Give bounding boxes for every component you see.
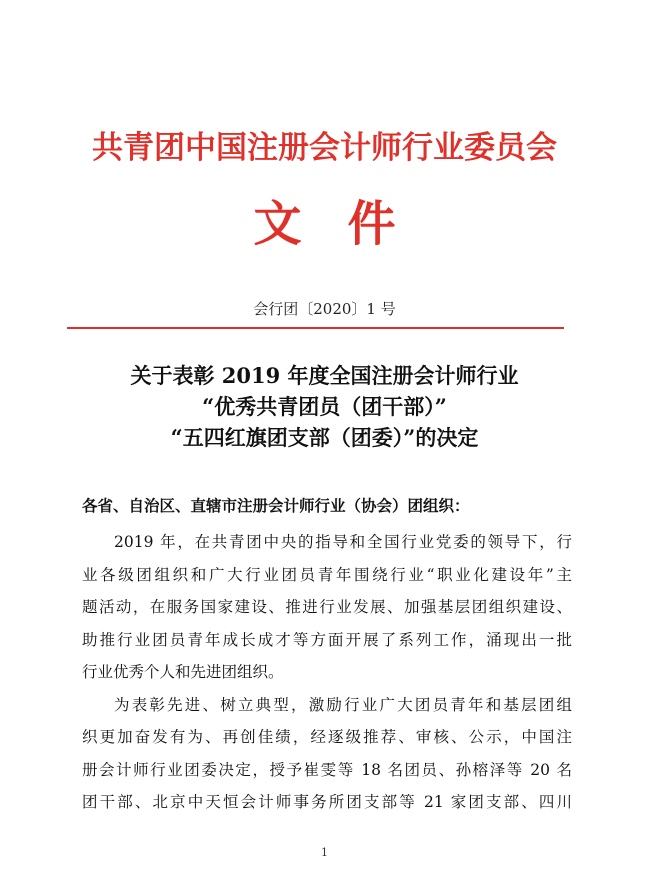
title-line: 关于表彰 2019 年度全国注册会计师行业: [130, 363, 519, 388]
document-number: 会行团〔2020〕1 号: [253, 300, 396, 318]
paragraph-line: 业各级团组织和广大行业团员青年围绕行业“职业化建设年”主: [82, 565, 572, 584]
paragraph-line: 团干部、北京中天恒会计师事务所团支部等 21 家团支部、四川: [82, 793, 572, 811]
paragraph-line: 为表彰先进、树立典型，激励行业广大团员青年和基层团组: [114, 695, 572, 714]
title-line: “五四红旗团支部（团委）”的决定: [170, 425, 479, 450]
paragraph-line: 册会计师行业团委决定，授予崔雯等 18 名团员、孙榕泽等 20 名: [82, 760, 572, 779]
page-number: 1: [321, 846, 328, 859]
decision-title: [40, 360, 609, 453]
document-label: 文件: [253, 196, 442, 252]
paragraph-line: 助推行业团员青年成长成才等方面开展了系列工作，涌现出一批: [82, 630, 572, 649]
paragraph-line: 2019 年，在共青团中央的指导和全国行业党委的领导下，行: [114, 533, 572, 551]
paragraph-line: 行业优秀个人和先进团组织。: [82, 663, 284, 681]
salutation: 各省、自治区、直辖市注册会计师行业（协会）团组织：: [82, 497, 470, 515]
red-divider-line: [67, 327, 564, 329]
issuing-organization-title: 共青团中国注册会计师行业委员会: [92, 130, 557, 166]
paragraph-line: 题活动，在服务国家建设、推进行业发展、加强基层团组织建设、: [82, 598, 572, 616]
body-text: [82, 526, 572, 819]
title-line: “优秀共青团员（团干部）”: [202, 394, 447, 419]
paragraph-line: 织更加奋发有为、再创佳绩，经逐级推荐、审核、公示，中国注: [82, 728, 572, 746]
